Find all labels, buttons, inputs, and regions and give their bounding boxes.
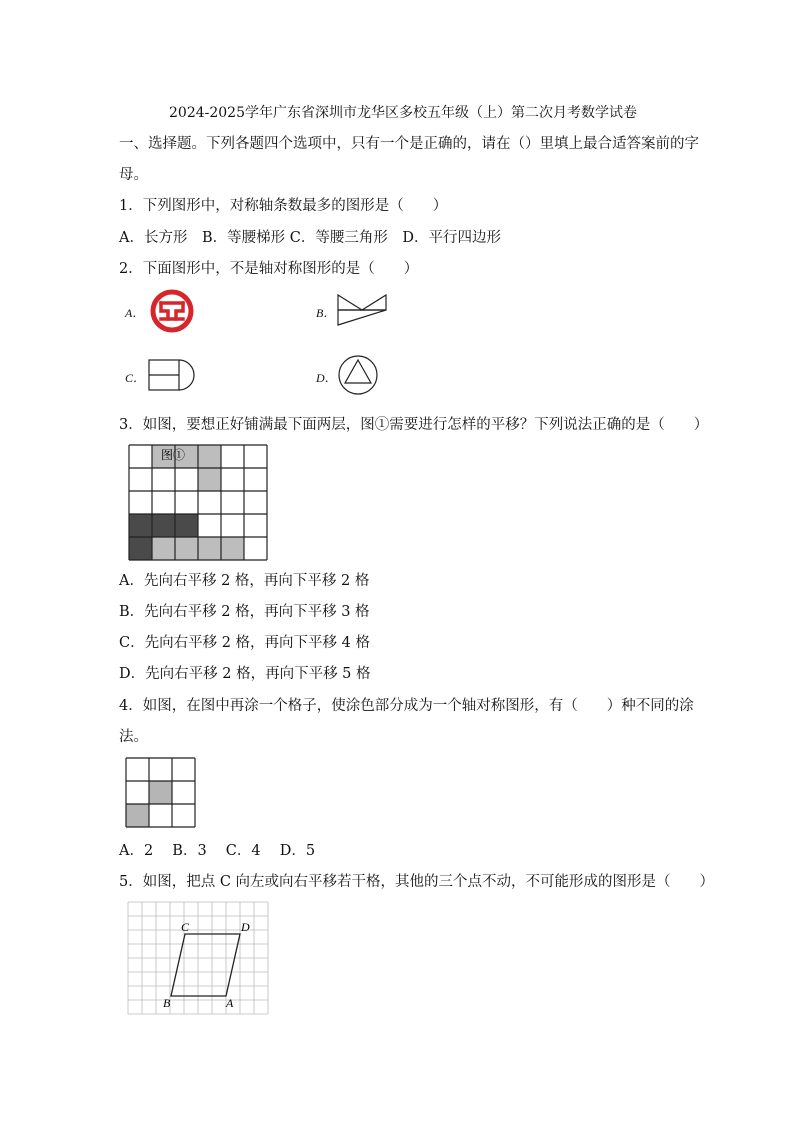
q4-grid-figure — [125, 757, 197, 829]
q1-options: A．长方形 B．等腰梯形 C．等腰三角形 D．平行四边形 — [119, 230, 501, 246]
q3-figure-label: 图① — [161, 448, 186, 462]
section-heading-line1: 一、选择题。下列各题四个选项中，只有一个是正确的，请在（）里填上最合适答案前的字 — [119, 136, 699, 152]
section-heading-line2: 母。 — [119, 167, 148, 183]
q3-shaded-cell — [221, 537, 244, 560]
point-c-label: C — [181, 920, 190, 934]
q3-dark-cell — [152, 514, 175, 537]
page-title: 2024-2025学年广东省深圳市龙华区多校五年级（上）第二次月考数学试卷 — [169, 105, 637, 121]
point-a-label: A — [226, 996, 234, 1010]
q2-option-d-label: D． — [316, 371, 337, 385]
circle-triangle-icon — [338, 355, 378, 395]
point-d-label: D — [241, 920, 250, 934]
q5-dot-grid-figure — [126, 900, 272, 1018]
bowtie-triangles-icon — [336, 293, 388, 327]
point-b-label: B — [163, 996, 171, 1010]
q3-shaded-cell — [198, 445, 221, 468]
q3-option-a: A．先向右平移 2 格，再向下平移 2 格 — [119, 573, 370, 589]
q3-shaded-cell — [198, 537, 221, 560]
q1-stem: 1．下列图形中，对称轴条数最多的图形是（ ） — [119, 198, 448, 214]
q4-shaded-cell — [149, 781, 172, 804]
q2-option-b-label: B． — [316, 306, 336, 320]
rect-semicircle-icon — [148, 359, 198, 391]
q5-stem: 5．如图，把点 C 向左或向右平移若干格，其他的三个点不动，不可能形成的图形是（ ） — [119, 874, 715, 890]
q3-shaded-cell — [198, 468, 221, 491]
q3-shaded-cell — [175, 537, 198, 560]
q4-shaded-cell — [126, 804, 149, 827]
parallelogram-shape — [171, 934, 240, 996]
q3-dark-cell — [129, 514, 152, 537]
bank-logo-icon — [150, 289, 194, 333]
q3-dark-cell — [129, 537, 152, 560]
q4-options: A．2 B．3 C．4 D．5 — [119, 843, 316, 859]
q4-stem-line2: 法。 — [119, 729, 148, 745]
q3-option-b: B．先向右平移 2 格，再向下平移 3 格 — [119, 604, 370, 620]
q3-option-d: D．先向右平移 2 格，再向下平移 5 格 — [119, 666, 371, 682]
q3-dark-cell — [175, 514, 198, 537]
q4-stem-line1: 4．如图，在图中再涂一个格子，使涂色部分成为一个轴对称图形，有（ ）种不同的涂 — [119, 698, 694, 714]
q2-option-a-label: A． — [125, 306, 145, 320]
q2-stem: 2．下面图形中，不是轴对称图形的是（ ） — [119, 261, 419, 277]
q3-option-c: C．先向右平移 2 格，再向下平移 4 格 — [119, 635, 370, 651]
q2-option-c-label: C． — [125, 371, 146, 385]
q3-grid-figure — [128, 444, 270, 560]
q3-shaded-cell — [152, 537, 175, 560]
q3-stem: 3．如图，要想正好铺满最下面两层，图①需要进行怎样的平移？下列说法正确的是（ ） — [119, 417, 709, 433]
